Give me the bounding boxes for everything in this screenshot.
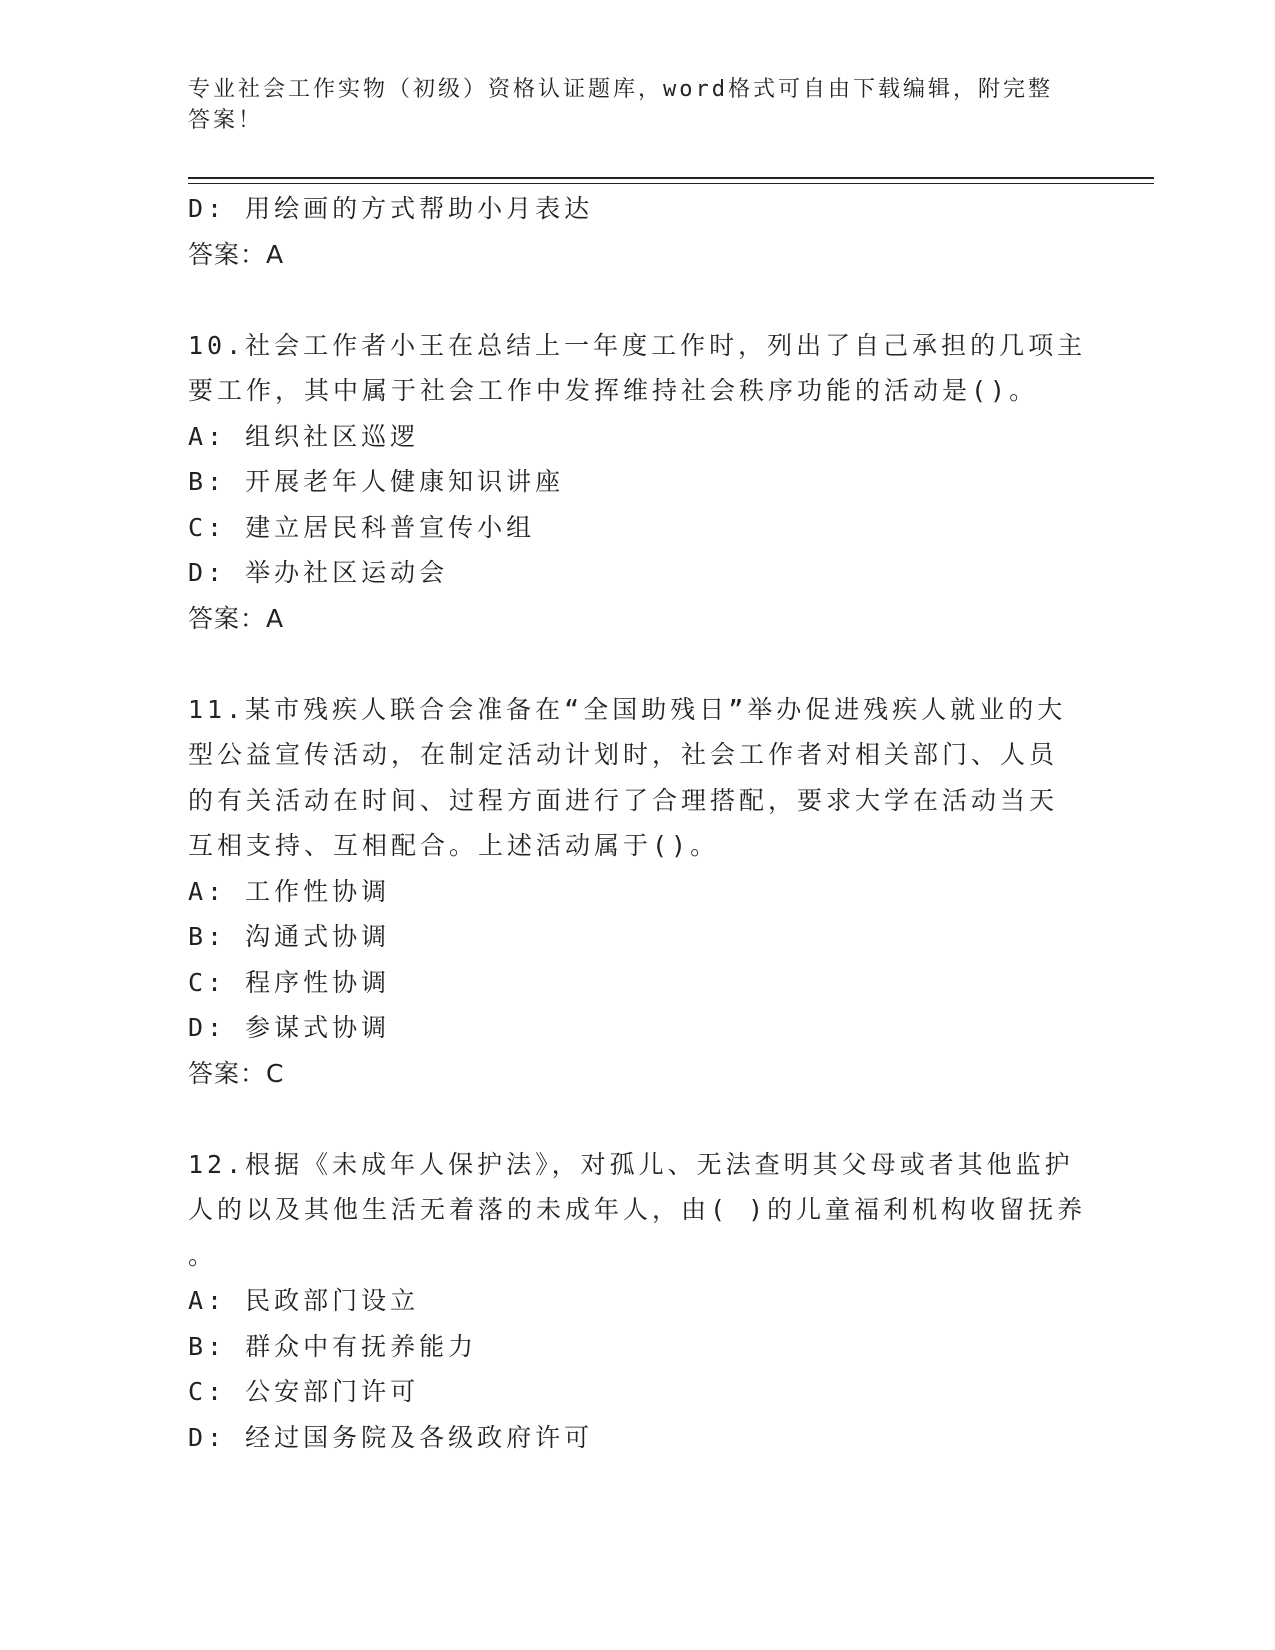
option-a: A: 民政部门设立	[188, 1286, 420, 1315]
question-text-line: 型公益宣传活动，在制定活动计划时，社会工作者对相关部门、人员	[188, 740, 1059, 769]
question-text-line: 要工作，其中属于社会工作中发挥维持社会秩序功能的活动是()。	[188, 376, 1039, 405]
option-d: D: 举办社区运动会	[188, 558, 449, 587]
question-list	[188, 186, 1088, 1460]
option-d: D: 经过国务院及各级政府许可	[188, 1422, 594, 1452]
option-d: D: 参谋式协调	[188, 1013, 391, 1042]
option-c: C: 建立居民科普宣传小组	[188, 512, 536, 542]
header-rule-thick	[188, 177, 1154, 179]
question-text-line: 10.社会工作者小王在总结上一年度工作时，列出了自己承担的几项主	[188, 330, 1087, 360]
answer-line: 答案：A	[188, 239, 285, 269]
question-spacer	[188, 1096, 1088, 1142]
answer-line: 答案：C	[188, 1058, 285, 1088]
question-11	[188, 687, 1088, 1097]
question-text-line: 的有关活动在时间、过程方面进行了合理搭配，要求大学在活动当天	[188, 785, 1059, 815]
question-text-line: 11.某市残疾人联合会准备在“全国助残日”举办促进残疾人就业的大	[188, 694, 1067, 724]
option-b: B: 群众中有抚养能力	[188, 1331, 478, 1361]
answer-line: 答案：A	[188, 603, 285, 633]
option-d: D: 用绘画的方式帮助小月表达	[188, 194, 594, 223]
question-text-line: 互相支持、互相配合。上述活动属于()。	[188, 831, 720, 860]
option-b: B: 开展老年人健康知识讲座	[188, 467, 565, 496]
question-spacer	[188, 641, 1088, 687]
option-a: A: 组织社区巡逻	[188, 421, 420, 451]
option-c: C: 公安部门许可	[188, 1377, 420, 1406]
question-12	[188, 1142, 1088, 1461]
question-text-line: 人的以及其他生活无着落的未成年人，由( )的儿童福利机构收留抚养	[188, 1195, 1087, 1224]
page-header: 专业社会工作实物（初级）资格认证题库，word格式可自由下载编辑，附完整答案！	[188, 77, 1053, 133]
question-10	[188, 323, 1088, 642]
option-b: B: 沟通式协调	[188, 922, 391, 951]
option-c: C: 程序性协调	[188, 967, 391, 997]
option-a: A: 工作性协调	[188, 876, 391, 906]
question-text-line: 12.根据《未成年人保护法》，对孤儿、无法查明其父母或者其他监护	[188, 1149, 1074, 1179]
question-text-line: 。	[188, 1240, 218, 1270]
question-spacer	[188, 277, 1088, 323]
header-rule-thin	[188, 183, 1154, 184]
